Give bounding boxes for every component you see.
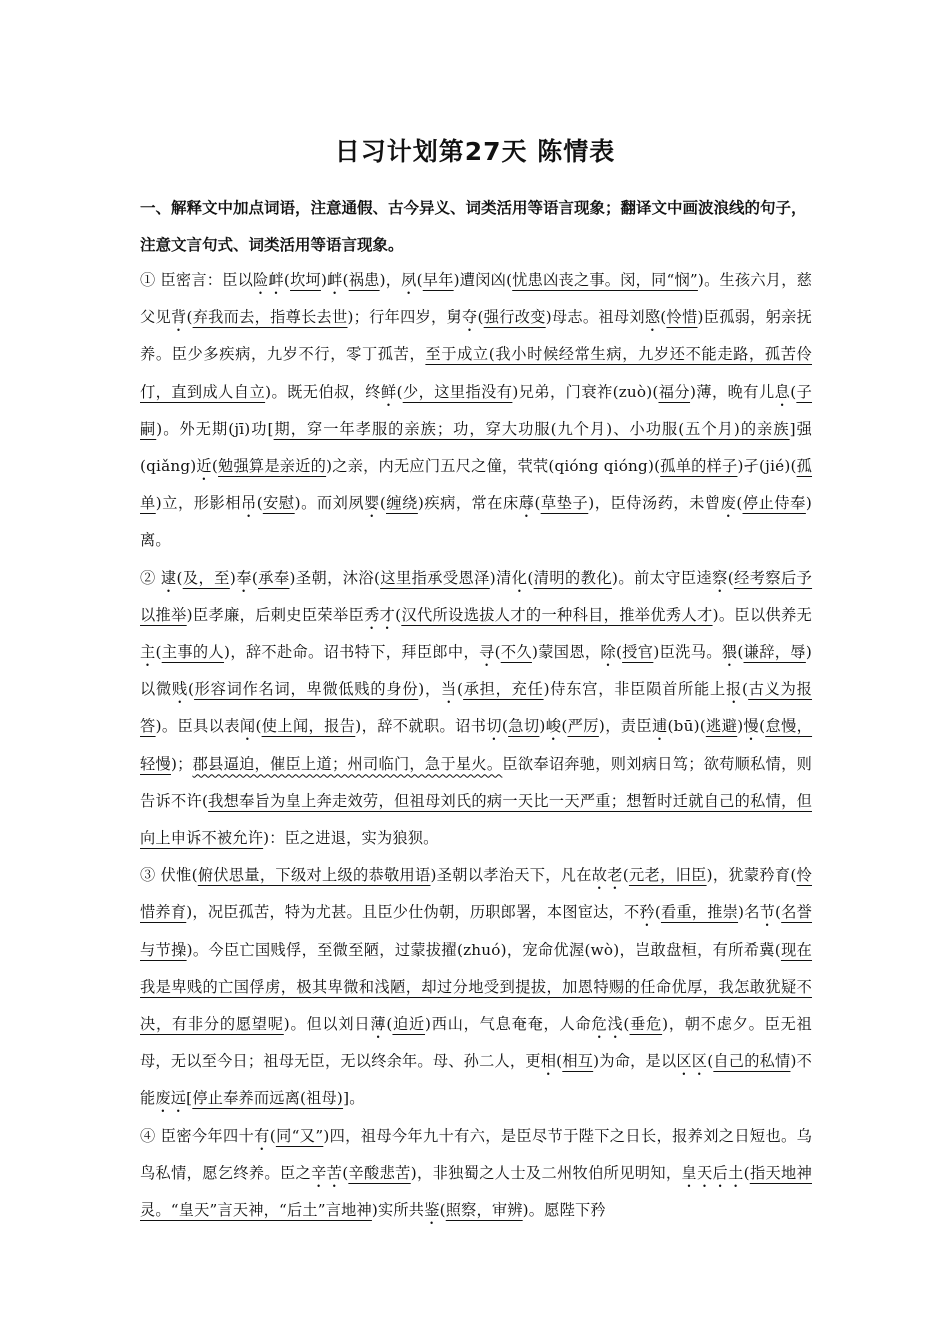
annotation-gloss: 孤单的样子: [660, 457, 738, 476]
passage-text: (: [707, 1052, 714, 1071]
dotted-term: 婴: [364, 494, 380, 513]
passage-text: (: [790, 382, 797, 401]
dotted-term: 察: [712, 568, 728, 587]
annotation-gloss: 草垫子: [540, 494, 589, 513]
passage-text: )。外无期(jī)功[: [156, 419, 274, 438]
passage-body: [140, 262, 812, 1229]
dotted-term: 寻: [479, 643, 495, 662]
annotation-gloss: 古义为报答: [140, 680, 813, 736]
annotation-gloss: 至于成立(我小时候经常生病，九岁还不能走路，孤苦伶仃，直到成人自立: [140, 345, 812, 401]
passage-text: )。臣具以表: [155, 717, 240, 736]
passage-text: )，: [418, 680, 441, 699]
passage-text: )立，形影相: [155, 494, 241, 513]
annotation-gloss: 缠绕: [386, 494, 418, 513]
passage-text: (: [623, 1015, 630, 1034]
annotation-gloss: 勉强算是亲近的: [218, 457, 327, 476]
annotation-gloss: 祸患: [348, 271, 380, 289]
annotation-gloss: 授官: [622, 643, 654, 662]
passage-text: )不能: [140, 1052, 812, 1108]
annotation-gloss: 现在我是卑贱的亡国俘虏，极其卑微和浅陋，却过分地受到提拔，加恩特赐的任命优厚，我怎敢犹疑不决，有非分的愿望呢: [140, 940, 813, 1034]
annotation-gloss: 逃避: [705, 717, 738, 736]
dotted-term: 薄: [370, 1015, 387, 1034]
page-title: 日习计划第27天 陈情表: [334, 137, 616, 166]
passage-text: )。而刘夙: [294, 494, 365, 513]
passage-text: (: [155, 643, 162, 662]
annotation-gloss: 孤单: [140, 457, 813, 513]
passage-text: )名: [738, 903, 760, 922]
passage-text: (: [187, 680, 195, 699]
passage-text: (: [395, 605, 402, 624]
annotation-gloss: 停止侍奉: [742, 494, 806, 513]
passage-text: (: [283, 271, 291, 289]
passage-text: )蒙国恩，: [531, 643, 601, 662]
passage-text: (: [211, 457, 219, 476]
passage-text: )：臣之进退，实为狼狈。: [263, 829, 439, 848]
dotted-term: 险衅: [253, 271, 284, 289]
passage-text: (: [186, 308, 193, 327]
passage-text: ): [737, 717, 744, 736]
passage-text: )。生孩六月，慈父见: [140, 271, 813, 327]
annotation-gloss: 坎坷: [290, 271, 321, 289]
paragraph-1: [140, 262, 812, 560]
dotted-term: 逮: [160, 568, 177, 587]
passage-text: (: [342, 1163, 349, 1182]
annotation-gloss: 不久: [500, 643, 532, 662]
annotation-gloss: 俯伏思量，下级对上级的恭敬用语: [197, 866, 431, 885]
passage-text: ): [229, 568, 236, 587]
annotation-gloss: 期，穿一年孝服的亲族；功，穿大功服(九个月)、小功服(五个月)的亲族: [273, 419, 790, 438]
passage-text: )，责臣: [598, 717, 652, 736]
passage-text: (bū)(: [667, 717, 706, 736]
annotation-gloss: 名誉与节操: [140, 903, 813, 959]
annotation-gloss: 看重，推崇: [660, 903, 739, 922]
passage-text: (: [255, 717, 262, 736]
passage-text: ① 臣密言：臣以: [140, 271, 254, 289]
passage-text: )母志。祖母刘: [545, 308, 645, 327]
annotation-gloss: 元老，旧臣: [628, 866, 707, 885]
passage-text: ④ 臣密今年四十: [140, 1126, 255, 1145]
dotted-term: 夺: [462, 308, 478, 327]
annotation-gloss: 怠慢，轻慢: [140, 717, 813, 773]
passage-text: )，犹蒙矜育(: [706, 866, 797, 885]
passage-text: )遭闵凶(: [453, 271, 513, 289]
dotted-term: 化: [511, 568, 528, 587]
dotted-term: 奉: [235, 568, 252, 587]
dotted-term: 衅: [327, 271, 343, 289]
passage-text: )，辞不就职。诏书: [355, 717, 487, 736]
dotted-term: 蓐: [518, 494, 535, 513]
passage-text: (: [615, 643, 623, 662]
passage-text: ②: [140, 568, 161, 587]
passage-text: (: [477, 308, 484, 327]
passage-text: (: [494, 643, 501, 662]
annotation-gloss: 承奉: [257, 568, 290, 587]
dotted-term: 危浅: [591, 1015, 624, 1034]
passage-text: )为命，是以: [593, 1052, 677, 1071]
passage-text: (: [561, 717, 568, 736]
dotted-term: 背: [170, 308, 187, 327]
paragraph-2: [140, 560, 812, 858]
passage-text: (: [759, 717, 766, 736]
passage-text: (: [743, 1163, 750, 1182]
dotted-term: 息: [774, 382, 791, 401]
dotted-term: 秀才: [364, 605, 396, 624]
passage-text: ]。: [343, 1089, 365, 1108]
annotation-gloss: 停止奉养而远离(祖母): [192, 1089, 344, 1108]
passage-text: )侍东宫，非臣陨首所能上: [543, 680, 726, 699]
wavy-sentence: 郡县逼迫，催臣上道；州司临门，急于星火。: [192, 754, 503, 773]
passage-text: (: [396, 382, 403, 401]
passage-text: )。既无伯叔，终: [265, 382, 381, 401]
passage-text: (: [534, 494, 541, 513]
annotation-gloss: 清明的教化: [533, 568, 612, 587]
passage-text: )以微: [140, 643, 812, 699]
passage-text: (: [439, 1201, 446, 1220]
annotation-gloss: 指天地神灵。“皇天”言天神，“后土”言地神: [140, 1163, 812, 1220]
passage-text: )；: [170, 754, 193, 773]
dotted-term: 除: [600, 643, 616, 662]
passage-text: (: [342, 271, 349, 289]
annotation-gloss: 这里指承受恩泽: [380, 568, 490, 587]
passage-text: )；行年四岁，舅: [347, 308, 463, 327]
passage-text: )疾病，常在床: [417, 494, 519, 513]
annotation-gloss: 承担，充任: [463, 680, 544, 699]
passage-text: ]强(qiǎng): [140, 419, 813, 476]
annotation-gloss: 早年: [422, 271, 454, 289]
dotted-term: 慢: [743, 717, 760, 736]
dotted-term: 故老: [591, 866, 623, 885]
annotation-gloss: 少，这里指没有: [402, 382, 513, 401]
passage-text: )，朝不虑夕。臣无祖母，无以至今日；祖母无臣，无以终余年。母、孙二人，更: [140, 1015, 812, 1071]
annotation-gloss: 严厉: [567, 717, 599, 736]
passage-text: ): [320, 271, 328, 289]
passage-text: (: [727, 568, 734, 587]
passage-text: )臣孝廉，后刺史臣荣举臣: [186, 605, 365, 624]
annotation-gloss: 汉代所设选拔人才的一种科目，推举优秀人才: [401, 605, 713, 624]
annotation-gloss: 安慰: [262, 494, 295, 513]
dotted-term: 猥: [721, 643, 738, 662]
annotation-gloss: 怜惜养育: [140, 866, 812, 922]
annotation-gloss: 照察，审辨: [445, 1201, 523, 1220]
passage-text: (: [501, 717, 509, 736]
passage-text: (: [737, 643, 744, 662]
passage-text: (: [622, 866, 629, 885]
dotted-term: 贱: [171, 680, 188, 699]
passage-text: (: [556, 1052, 563, 1071]
annotation-gloss: 弃我而去，指尊长去世: [192, 308, 348, 327]
passage-text: )薄，晚有儿: [690, 382, 775, 401]
dotted-term: 有: [254, 1126, 270, 1145]
annotation-gloss: 急切: [508, 717, 540, 736]
dotted-term: 皇天后土: [681, 1163, 744, 1182]
passage-text: (: [775, 903, 782, 922]
passage-text: )圣朝以孝治天下，凡在: [430, 866, 592, 885]
passage-text: (: [741, 680, 749, 699]
passage-text: (: [660, 308, 667, 327]
passage-text: )圣朝，沐浴(: [289, 568, 381, 587]
dotted-term: 夙: [401, 271, 417, 289]
annotation-gloss: 同“又”: [275, 1126, 324, 1145]
annotation-gloss: 子嗣: [140, 382, 813, 438]
passage-text: (: [654, 903, 661, 922]
passage-text: )清: [489, 568, 512, 587]
dotted-term: 相: [540, 1052, 557, 1071]
passage-text: )之亲，内无应门五尺之僮，茕茕(qióng qióng)(: [326, 457, 661, 476]
annotation-gloss: 垂危: [629, 1015, 663, 1034]
annotation-gloss: 我想奉旨为皇上奔走效劳，但祖母刘氏的病一天比一天严重；想暂时迁就自己的私情，但向上申诉不被允许: [140, 791, 812, 848]
passage-text: )。臣以供养无: [712, 605, 813, 624]
dotted-term: 愍: [644, 308, 661, 327]
passage-text: ③ 伏惟(: [140, 866, 198, 885]
dotted-term: 近: [196, 457, 212, 476]
annotation-gloss: 怜惜: [666, 308, 698, 327]
dotted-term: 鲜: [380, 382, 397, 401]
passage-text: )，况臣孤苦，特为尤甚。且臣少仕伪朝，历职郎署，本图宦达，不: [186, 903, 640, 922]
passage-text: )四，祖母今年九十有六，是臣尽节于陛下之日长，报养刘之日短也。乌鸟私情，愿乞终养。臣之: [140, 1126, 812, 1182]
dotted-term: 鉴: [424, 1201, 440, 1220]
dotted-term: 峻: [545, 717, 562, 736]
annotation-gloss: 及，至: [182, 568, 230, 587]
passage-text: (: [456, 680, 464, 699]
annotation-gloss: 相互: [562, 1052, 594, 1071]
passage-text: (: [736, 494, 743, 513]
passage-text: ): [539, 717, 546, 736]
annotation-gloss: 强行改变: [483, 308, 546, 327]
passage-text: )臣孤弱，躬亲抚养。臣少多疾病，九岁不行，零丁孤苦，: [140, 308, 813, 364]
passage-text: )，非独蜀之人士及二州牧伯所见明知，: [410, 1163, 682, 1182]
annotation-gloss: 辛酸悲苦: [348, 1163, 411, 1182]
passage-text: )兄弟，门衰祚(zuò)(: [512, 382, 659, 401]
annotation-gloss: 谦辞，辱: [743, 643, 806, 662]
passage-text: (: [251, 568, 258, 587]
annotation-gloss: 自己的私情: [713, 1052, 791, 1071]
dotted-term: 废: [720, 494, 737, 513]
dotted-term: 主: [140, 643, 156, 662]
passage-text: )。但以刘日: [283, 1015, 371, 1034]
dotted-term: 切: [486, 717, 502, 736]
passage-text: )。今臣亡国贱俘，至微至陋，过蒙拔擢(zhuó)，宠命优渥(wò)，岂敢盘桓，有所希冀(: [186, 940, 781, 959]
dotted-term: 闻: [239, 717, 256, 736]
passage-text: (: [527, 568, 534, 587]
dotted-term: 当: [440, 680, 457, 699]
annotation-gloss: 主事的人: [161, 643, 225, 662]
passage-text: (: [416, 271, 423, 289]
passage-text: )孑(jié)(: [737, 457, 797, 476]
dotted-term: 区区: [676, 1052, 708, 1071]
passage-text: )实所共: [371, 1201, 425, 1220]
dotted-term: 矜: [639, 903, 655, 922]
dotted-term: 逋: [651, 717, 668, 736]
passage-text: 臣欲奉诏奔驰，则刘病日笃；欲苟顺私情，则告诉不许(: [140, 754, 813, 810]
annotation-gloss: 形容词作名词，卑微低贱的身份: [194, 680, 419, 699]
annotation-gloss: 忧患凶丧之事。闵，同“悯”: [512, 271, 698, 289]
annotation-gloss: 使上闻，报告: [261, 717, 356, 736]
passage-text: )，: [379, 271, 402, 289]
dotted-term: 吊: [240, 494, 257, 513]
dotted-term: 报: [725, 680, 742, 699]
passage-text: )，辞不赴命。诏书特下，拜臣郎中，: [224, 643, 480, 662]
passage-text: )。前太守臣逵: [611, 568, 713, 587]
passage-text: (: [379, 494, 387, 513]
passage-text: (: [269, 1126, 276, 1145]
dotted-term: 辛苦: [311, 1163, 343, 1182]
annotation-gloss: 福分: [658, 382, 691, 401]
annotation-gloss: 迫近: [392, 1015, 426, 1034]
passage-text: (: [176, 568, 183, 587]
passage-text: )。愿陛下矜: [522, 1201, 606, 1220]
passage-text: )臣洗马。: [653, 643, 722, 662]
paragraph-3: [140, 857, 812, 1117]
instruction-heading: 一、解释文中加点词语，注意通假、古今异义、词类活用等语言现象；翻译文中画波浪线的句子，注意文言句式、词类活用等语言现象。: [140, 199, 807, 254]
passage-text: (: [256, 494, 263, 513]
passage-text: (: [386, 1015, 393, 1034]
passage-text: [: [186, 1089, 193, 1108]
paragraph-4: [140, 1118, 812, 1230]
passage-text: )离。: [140, 494, 813, 550]
passage-text: )，臣侍汤药，未曾: [588, 494, 721, 513]
dotted-term: 废远: [155, 1089, 187, 1108]
passage-text: )西山，气息奄奄，人命: [425, 1015, 592, 1034]
dotted-term: 节: [759, 903, 776, 922]
annotation-gloss: 经考察后予以推举: [140, 568, 813, 624]
